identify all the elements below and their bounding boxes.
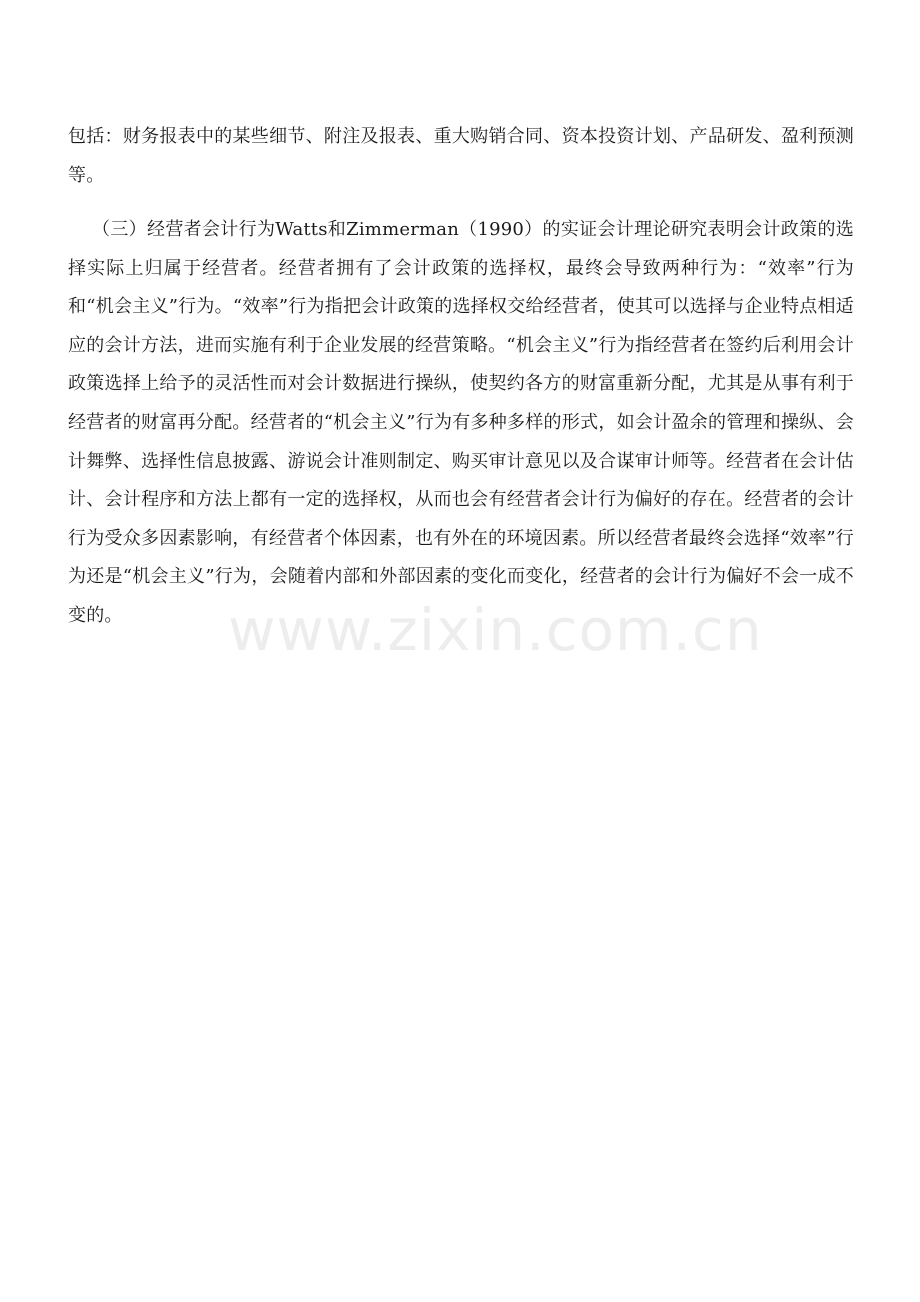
paragraph-continuation: 包括：财务报表中的某些细节、附注及报表、重大购销合同、资本投资计划、产品研发、盈利预测等。: [68, 126, 854, 186]
paragraph-accounting-behavior: （三）经营者会计行为Watts和Zimmerman（1990）的实证会计理论研究表明会计政策的选择实际上归属于经营者。经营者拥有了会计政策的选择权，最终会导致两种行为：“效率”行为和“机会主义”行为。“效率”行为指把会计政策的选择权交给经营者，使其可以选择与企业特点相适应的会计方法，进而实施有利于企业发展的经营策略。“机会主义”行为指经营者在签约后利用会计政策选择上给予的灵活性而对会计数据进行操纵，使契约各方的财富重新分配，尤其是从事有利于经营者的财富再分配。经营者的“机会主义”行为有多种多样的形式，如会计盈余的管理和操纵、会计舞弊、选择性信息披露、游说会计准则制定、购买审计意见以及合谋审计师等。经营者在会计估计、会计程序和方法上都有一定的选择权，从而也会有经营者会计行为偏好的存在。经营者的会计行为受众多因素影响，有经营者个体因素，也有外在的环境因素。所以经营者最终会选择“效率”行为还是“机会主义”行为，会随着内部和外部因素的变化而变化，经营者的会计行为偏好不会一成不变的。: [68, 219, 854, 626]
watermark: www.zixin.com.cn: [228, 596, 763, 664]
